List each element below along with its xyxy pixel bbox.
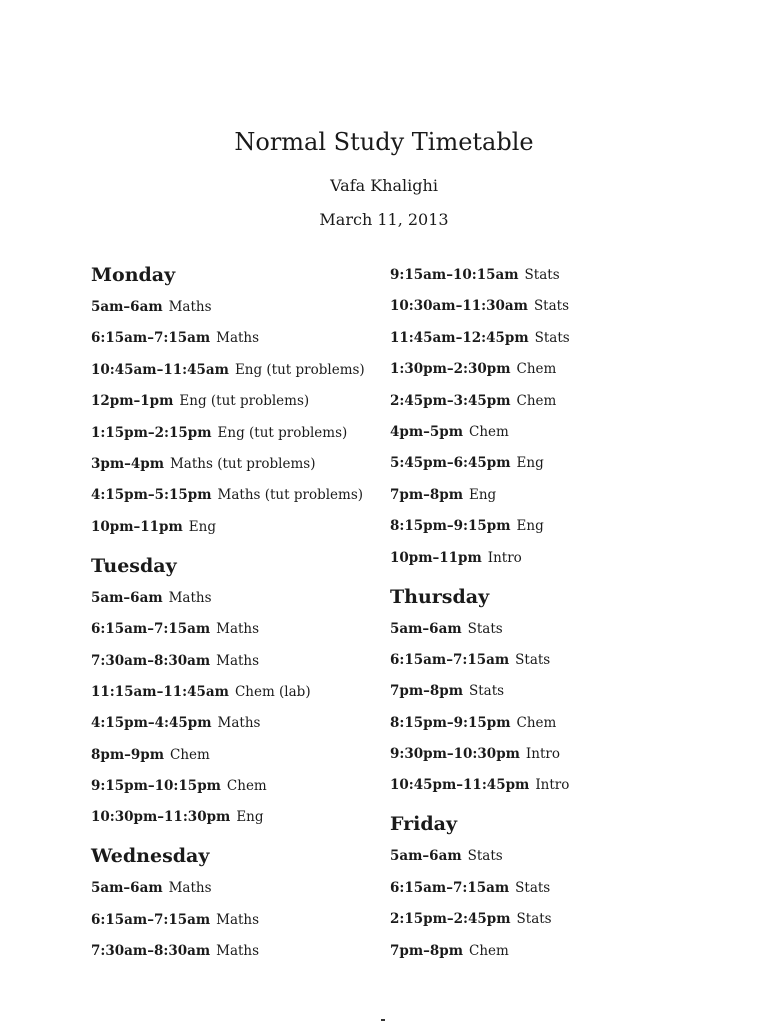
slot-time: 9:15pm–10:15pm bbox=[91, 778, 221, 795]
timetable-slot bbox=[390, 776, 690, 794]
slot-time: 6:15am–7:15am bbox=[91, 330, 211, 347]
day-section bbox=[390, 584, 690, 795]
day-section bbox=[390, 811, 690, 959]
slot-time: 8:15pm–9:15pm bbox=[390, 714, 511, 731]
slot-subject: Stats bbox=[515, 879, 551, 896]
slot-time: 6:15am–7:15am bbox=[390, 879, 510, 896]
slot-time: 2:15pm–2:45pm bbox=[390, 911, 511, 928]
timetable-slot bbox=[390, 517, 690, 535]
slot-subject: Eng (tut problems) bbox=[179, 393, 310, 410]
timetable-slot bbox=[390, 682, 690, 700]
timetable-slot bbox=[91, 808, 391, 826]
slot-subject: Eng bbox=[188, 518, 216, 535]
slot-subject: Stats bbox=[533, 298, 570, 315]
timetable-slot bbox=[390, 360, 690, 378]
timetable-slot bbox=[91, 329, 391, 347]
document-title: Normal Study Timetable bbox=[234, 128, 534, 156]
timetable-slot bbox=[91, 424, 391, 442]
slot-subject: Eng bbox=[516, 455, 544, 472]
timetable-slot bbox=[390, 297, 690, 315]
day-heading: Wednesday bbox=[91, 845, 210, 868]
slot-subject: Stats bbox=[468, 683, 505, 700]
slot-subject: Maths bbox=[216, 652, 260, 669]
slot-subject: Maths bbox=[168, 589, 212, 606]
right-column bbox=[390, 266, 690, 973]
slot-subject: Stats bbox=[467, 848, 503, 865]
slot-subject: Chem bbox=[169, 746, 210, 763]
slot-time: 11:15am–11:45am bbox=[91, 683, 229, 700]
timetable-slot bbox=[91, 714, 391, 732]
slot-time: 10:45am–11:45am bbox=[91, 361, 229, 378]
slot-subject: Maths bbox=[168, 299, 212, 315]
timetable-slot bbox=[390, 910, 690, 928]
slot-time: 10:45pm–11:45pm bbox=[390, 777, 530, 794]
slot-time: 9:30pm–10:30pm bbox=[390, 746, 520, 763]
timetable-slot bbox=[390, 549, 690, 567]
timetable-slot bbox=[390, 392, 690, 410]
page-number-mark bbox=[381, 1019, 385, 1021]
slot-time: 5am–6am bbox=[91, 299, 163, 315]
timetable-slot bbox=[390, 266, 690, 284]
slot-subject: Chem bbox=[468, 942, 509, 959]
slot-time: 4pm–5pm bbox=[390, 423, 463, 440]
slot-time: 3pm–4pm bbox=[91, 455, 164, 472]
slot-time: 2:45pm–3:45pm bbox=[390, 392, 511, 409]
timetable-slot bbox=[390, 847, 690, 865]
slot-subject: Maths bbox=[216, 330, 260, 347]
slot-time: 6:15am–7:15am bbox=[91, 911, 211, 928]
slot-subject: Eng bbox=[236, 809, 264, 826]
slot-time: 5am–6am bbox=[91, 589, 163, 606]
slot-time: 1:30pm–2:30pm bbox=[390, 361, 511, 378]
slot-subject: Maths (tut problems) bbox=[169, 455, 316, 472]
slot-subject: Intro bbox=[487, 549, 522, 566]
slot-subject: Eng (tut problems) bbox=[217, 424, 348, 441]
slot-time: 5am–6am bbox=[91, 880, 163, 897]
timetable-slot bbox=[91, 942, 391, 960]
slot-subject: Maths bbox=[216, 943, 260, 960]
timetable-slot bbox=[91, 589, 391, 607]
left-column bbox=[91, 262, 391, 974]
timetable-slot bbox=[390, 942, 690, 960]
slot-subject: Eng bbox=[516, 518, 544, 535]
slot-subject: Stats bbox=[515, 651, 551, 668]
timetable-slot bbox=[91, 518, 391, 536]
slot-subject: Maths bbox=[216, 621, 260, 638]
timetable-slot bbox=[390, 714, 690, 732]
slot-subject: Chem bbox=[516, 361, 557, 378]
timetable-slot bbox=[390, 745, 690, 763]
timetable-slot bbox=[390, 454, 690, 472]
slot-subject: Chem bbox=[516, 714, 557, 731]
day-section bbox=[91, 843, 391, 960]
slot-subject: Maths bbox=[216, 911, 260, 928]
slot-time: 4:15pm–4:45pm bbox=[91, 715, 212, 732]
document-author: Vafa Khalighi bbox=[330, 176, 438, 195]
timetable-slot bbox=[91, 879, 391, 897]
slot-subject: Intro bbox=[525, 746, 560, 763]
timetable-slot bbox=[91, 486, 391, 504]
slot-subject: Stats bbox=[534, 329, 570, 346]
slot-time: 1:15pm–2:15pm bbox=[91, 424, 212, 441]
day-heading: Monday bbox=[91, 264, 176, 286]
slot-subject: Eng bbox=[468, 486, 497, 503]
slot-subject: Chem (lab) bbox=[234, 683, 311, 700]
slot-time: 10pm–11pm bbox=[390, 549, 482, 566]
slot-subject: Chem bbox=[468, 423, 509, 440]
slot-time: 7pm–8pm bbox=[390, 486, 463, 503]
slot-subject: Maths bbox=[168, 880, 212, 897]
timetable-slot bbox=[390, 620, 690, 638]
timetable-slot bbox=[390, 879, 690, 897]
slot-subject: Maths bbox=[217, 715, 261, 732]
slot-time: 10:30am–11:30am bbox=[390, 298, 528, 315]
timetable-slot bbox=[390, 423, 690, 441]
timetable-slot bbox=[390, 651, 690, 669]
slot-time: 9:15am–10:15am bbox=[390, 267, 519, 283]
slot-subject: Maths (tut problems) bbox=[217, 487, 364, 504]
timetable-slot bbox=[390, 486, 690, 504]
day-section bbox=[91, 553, 391, 827]
slot-time: 7pm–8pm bbox=[390, 683, 463, 700]
slot-time: 8pm–9pm bbox=[91, 746, 164, 763]
timetable-slot bbox=[91, 392, 391, 410]
slot-time: 7:30am–8:30am bbox=[91, 652, 211, 669]
slot-time: 10:30pm–11:30pm bbox=[91, 809, 231, 826]
slot-subject: Stats bbox=[516, 911, 552, 928]
timetable-slot bbox=[91, 455, 391, 473]
slot-time: 6:15am–7:15am bbox=[91, 621, 211, 638]
timetable-slot bbox=[91, 620, 391, 638]
timetable-slot bbox=[91, 911, 391, 929]
slot-time: 6:15am–7:15am bbox=[390, 651, 510, 668]
day-section bbox=[91, 262, 391, 536]
slot-subject: Eng (tut problems) bbox=[234, 361, 365, 378]
day-heading: Tuesday bbox=[91, 554, 177, 577]
slot-time: 5am–6am bbox=[390, 620, 462, 637]
slot-time: 8:15pm–9:15pm bbox=[390, 518, 511, 535]
timetable-slot bbox=[390, 329, 690, 347]
document-date: March 11, 2013 bbox=[319, 210, 449, 229]
slot-subject: Stats bbox=[524, 267, 560, 283]
timetable-slot bbox=[91, 777, 391, 795]
slot-time: 11:45am–12:45pm bbox=[390, 329, 529, 346]
slot-time: 12pm–1pm bbox=[91, 393, 174, 410]
timetable-slot bbox=[91, 652, 391, 670]
slot-subject: Stats bbox=[467, 620, 503, 637]
slot-time: 7pm–8pm bbox=[390, 942, 463, 959]
slot-time: 4:15pm–5:15pm bbox=[91, 487, 212, 504]
slot-time: 5am–6am bbox=[390, 848, 462, 865]
slot-time: 5:45pm–6:45pm bbox=[390, 455, 511, 472]
day-heading: Thursday bbox=[390, 585, 490, 608]
day-heading: Friday bbox=[390, 813, 458, 836]
timetable-slot bbox=[91, 298, 391, 316]
slot-time: 10pm–11pm bbox=[91, 518, 183, 535]
timetable-slot bbox=[91, 683, 391, 701]
timetable-slot bbox=[91, 746, 391, 764]
day-section bbox=[390, 266, 690, 567]
slot-subject: Chem bbox=[226, 778, 267, 795]
document-header bbox=[0, 126, 768, 230]
slot-time: 7:30am–8:30am bbox=[91, 943, 211, 960]
slot-subject: Chem bbox=[516, 392, 557, 409]
timetable-slot bbox=[91, 361, 391, 379]
slot-subject: Intro bbox=[535, 777, 570, 794]
